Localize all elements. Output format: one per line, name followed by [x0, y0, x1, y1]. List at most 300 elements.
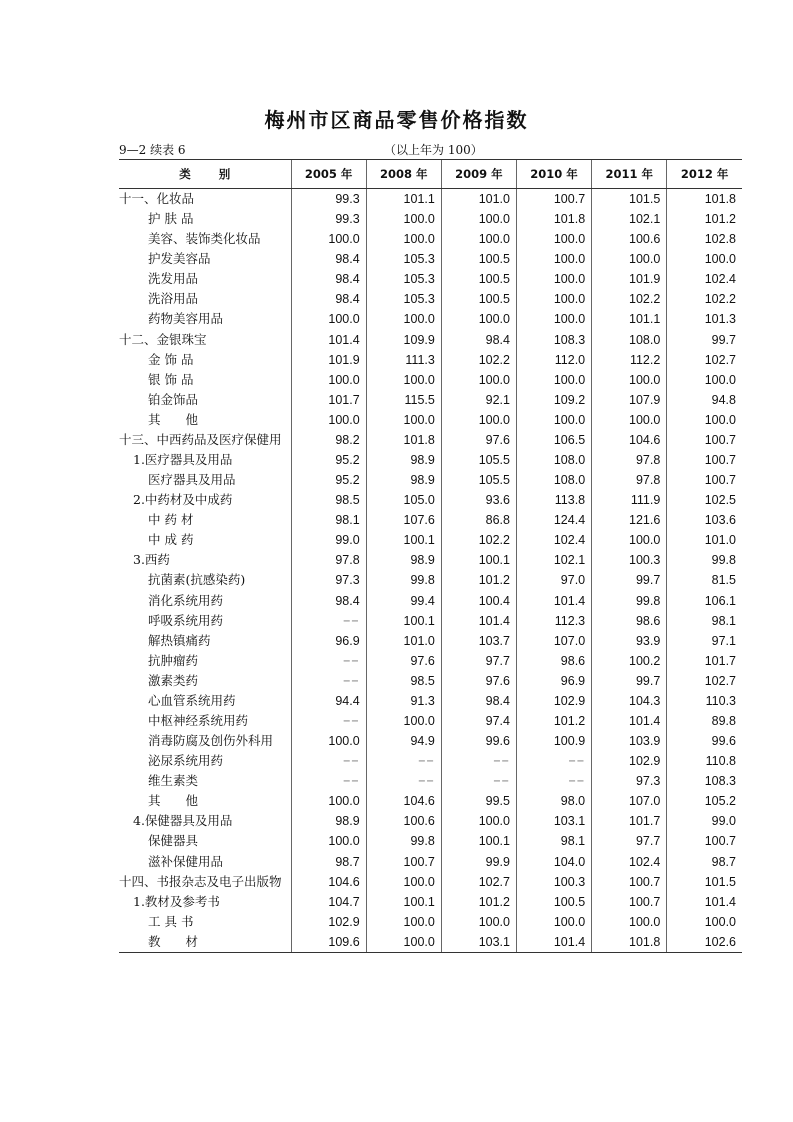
index-value-cell: 94.4 — [291, 691, 366, 711]
index-value-cell: 100.6 — [592, 229, 667, 249]
index-value-cell: 100.0 — [366, 711, 441, 731]
table-row — [119, 530, 742, 550]
index-value-cell: 99.9 — [441, 852, 516, 872]
index-value-cell: 100.0 — [516, 410, 591, 430]
index-value-cell: −− — [291, 771, 366, 791]
index-value-cell: 98.9 — [291, 811, 366, 831]
index-value-cell: 99.8 — [667, 550, 742, 570]
index-value-cell: 100.0 — [291, 309, 366, 329]
index-value-cell: −− — [291, 751, 366, 771]
index-value-cell: 105.3 — [366, 289, 441, 309]
row-category-label: 教 材 — [119, 932, 291, 953]
row-category-label: 十四、书报杂志及电子出版物 — [119, 873, 282, 889]
index-value-cell: 100.0 — [516, 912, 591, 932]
index-value-cell: 100.1 — [441, 831, 516, 851]
row-category-label: 十三、中西药品及医疗保健用 — [119, 431, 282, 447]
table-row — [119, 189, 742, 210]
index-value-cell: 100.0 — [516, 289, 591, 309]
index-value-cell: 94.9 — [366, 731, 441, 751]
index-value-cell: 102.4 — [667, 269, 742, 289]
index-value-cell: 81.5 — [667, 570, 742, 590]
table-body — [119, 189, 742, 953]
row-category-label: 抗肿瘤药 — [148, 652, 199, 668]
index-value-cell: 107.0 — [592, 791, 667, 811]
index-value-cell: 100.0 — [516, 269, 591, 289]
index-value-cell: 101.7 — [667, 651, 742, 671]
table-row — [119, 390, 742, 410]
index-value-cell: −− — [366, 751, 441, 771]
index-value-cell: 99.0 — [291, 530, 366, 550]
index-value-cell: 101.0 — [366, 631, 441, 651]
index-value-cell: 109.6 — [291, 932, 366, 953]
index-value-cell: 101.4 — [592, 711, 667, 731]
row-category-label: 中 药 材 — [148, 512, 194, 528]
index-value-cell: 102.2 — [667, 289, 742, 309]
index-value-cell: 100.3 — [592, 550, 667, 570]
index-value-cell: 98.5 — [291, 490, 366, 510]
table-row — [119, 831, 742, 851]
index-value-cell: 101.4 — [291, 329, 366, 349]
index-value-cell: 98.5 — [366, 671, 441, 691]
index-value-cell: −− — [441, 751, 516, 771]
index-value-cell: 101.7 — [291, 390, 366, 410]
index-value-cell: 99.7 — [592, 570, 667, 590]
table-row — [119, 691, 742, 711]
index-value-cell: 100.0 — [366, 912, 441, 932]
index-value-cell: 104.6 — [291, 872, 366, 892]
row-category-label: 其 他 — [148, 793, 199, 809]
header-year: 2011 年 — [592, 160, 667, 189]
index-value-cell: 98.4 — [441, 329, 516, 349]
index-value-cell: 102.2 — [592, 289, 667, 309]
index-value-cell: 108.0 — [516, 470, 591, 490]
index-value-cell: 100.0 — [291, 229, 366, 249]
table-row — [119, 791, 742, 811]
index-value-cell: 103.1 — [441, 932, 516, 953]
index-value-cell: 100.0 — [366, 309, 441, 329]
index-value-cell: 100.5 — [516, 892, 591, 912]
index-value-cell: 100.0 — [366, 370, 441, 390]
header-year: 2009 年 — [441, 160, 516, 189]
index-value-cell: 96.9 — [291, 631, 366, 651]
index-value-cell: 98.7 — [291, 852, 366, 872]
index-value-cell: 104.0 — [516, 852, 591, 872]
index-value-cell: 102.7 — [441, 872, 516, 892]
row-category-label: 十一、化妆品 — [119, 191, 195, 206]
table-row — [119, 329, 742, 349]
index-value-cell: 100.2 — [592, 651, 667, 671]
index-value-cell: 100.0 — [667, 912, 742, 932]
index-value-cell: 98.4 — [291, 289, 366, 309]
header-year: 2008 年 — [366, 160, 441, 189]
index-value-cell: 98.4 — [441, 691, 516, 711]
row-category-label: 呼吸系统用药 — [148, 612, 224, 628]
table-row — [119, 711, 742, 731]
index-value-cell: 98.9 — [366, 470, 441, 490]
index-value-cell: 111.3 — [366, 350, 441, 370]
index-value-cell: 100.0 — [441, 309, 516, 329]
index-value-cell: 101.0 — [667, 530, 742, 550]
index-value-cell: 105.5 — [441, 450, 516, 470]
index-value-cell: 100.9 — [516, 731, 591, 751]
index-value-cell: 86.8 — [441, 510, 516, 530]
index-value-cell: 98.4 — [291, 590, 366, 610]
index-value-cell: 100.0 — [592, 249, 667, 269]
table-row — [119, 309, 742, 329]
index-value-cell: 97.7 — [592, 831, 667, 851]
index-value-cell: 100.4 — [441, 590, 516, 610]
index-value-cell: 108.0 — [592, 329, 667, 349]
table-code: 9—2 续表 6 — [119, 143, 186, 157]
index-value-cell: 97.6 — [441, 430, 516, 450]
index-value-cell: 100.7 — [516, 189, 591, 210]
table-row — [119, 510, 742, 530]
table-row — [119, 430, 742, 450]
table-row — [119, 751, 742, 771]
index-value-cell: 101.3 — [667, 309, 742, 329]
index-value-cell: 110.8 — [667, 751, 742, 771]
index-value-cell: 98.6 — [592, 611, 667, 631]
table-row — [119, 269, 742, 289]
index-value-cell: 101.2 — [441, 892, 516, 912]
index-value-cell: −− — [516, 771, 591, 791]
index-value-cell: 100.0 — [592, 912, 667, 932]
row-category-label: 激素类药 — [148, 672, 199, 688]
row-category-label: 工 具 书 — [148, 913, 194, 929]
index-value-cell: 94.8 — [667, 390, 742, 410]
row-category-label: 消毒防腐及创伤外科用 — [148, 733, 274, 749]
table-row — [119, 450, 742, 470]
index-value-cell: 102.7 — [667, 671, 742, 691]
index-value-cell: 99.6 — [667, 731, 742, 751]
index-value-cell: 100.6 — [366, 811, 441, 831]
row-category-label: 铂金饰品 — [148, 391, 199, 407]
row-category-label: 解热镇痛药 — [148, 632, 211, 648]
table-header — [119, 160, 742, 189]
index-value-cell: 99.3 — [291, 209, 366, 229]
index-value-cell: 102.9 — [516, 691, 591, 711]
row-category-label: 金 饰 品 — [148, 351, 194, 367]
index-value-cell: 93.9 — [592, 631, 667, 651]
table-row — [119, 731, 742, 751]
index-value-cell: 97.3 — [592, 771, 667, 791]
header-year: 2005 年 — [291, 160, 366, 189]
index-value-cell: 100.0 — [441, 370, 516, 390]
index-value-cell: 99.7 — [667, 329, 742, 349]
index-value-cell: 95.2 — [291, 450, 366, 470]
table-row — [119, 872, 742, 892]
index-value-cell: 106.1 — [667, 590, 742, 610]
index-value-cell: 107.9 — [592, 390, 667, 410]
index-value-cell: 101.4 — [516, 590, 591, 610]
index-value-cell: 96.9 — [516, 671, 591, 691]
index-value-cell: 100.0 — [366, 872, 441, 892]
row-category-label: 洗浴用品 — [148, 291, 199, 307]
table-row — [119, 209, 742, 229]
price-index-table — [119, 159, 742, 953]
row-category-label: 中 成 药 — [148, 532, 194, 548]
index-value-cell: −− — [291, 651, 366, 671]
index-value-cell: 100.7 — [592, 872, 667, 892]
index-value-cell: 100.0 — [441, 229, 516, 249]
index-value-cell: 100.7 — [667, 430, 742, 450]
index-value-cell: 97.8 — [291, 550, 366, 570]
row-category-label: 护发美容品 — [148, 251, 211, 267]
index-value-cell: 108.3 — [667, 771, 742, 791]
table-row — [119, 490, 742, 510]
index-value-cell: 100.7 — [667, 450, 742, 470]
index-value-cell: 98.6 — [516, 651, 591, 671]
index-value-cell: 107.6 — [366, 510, 441, 530]
index-value-cell: 97.8 — [592, 450, 667, 470]
index-value-cell: 100.0 — [516, 370, 591, 390]
row-category-label: 1.教材及参考书 — [133, 893, 220, 909]
index-value-cell: 105.2 — [667, 791, 742, 811]
row-category-label: 洗发用品 — [148, 271, 199, 287]
row-category-label: 银 饰 品 — [148, 371, 194, 387]
index-value-cell: 102.6 — [667, 932, 742, 953]
index-value-cell: 98.4 — [291, 249, 366, 269]
row-category-label: 药物美容用品 — [148, 311, 224, 327]
index-value-cell: −− — [366, 771, 441, 791]
table-row — [119, 892, 742, 912]
index-value-cell: 124.4 — [516, 510, 591, 530]
index-value-cell: 109.9 — [366, 329, 441, 349]
index-value-cell: 105.3 — [366, 269, 441, 289]
row-category-label: 泌尿系统用药 — [148, 753, 224, 769]
index-value-cell: 110.3 — [667, 691, 742, 711]
index-value-cell: 100.7 — [366, 852, 441, 872]
index-value-cell: 100.0 — [667, 410, 742, 430]
index-value-cell: 100.7 — [592, 892, 667, 912]
table-row — [119, 631, 742, 651]
index-value-cell: 105.5 — [441, 470, 516, 490]
index-value-cell: 100.0 — [441, 209, 516, 229]
index-value-cell: 97.6 — [366, 651, 441, 671]
index-value-cell: 100.5 — [441, 289, 516, 309]
index-value-cell: 98.4 — [291, 269, 366, 289]
index-value-cell: 101.8 — [366, 430, 441, 450]
index-value-cell: 98.9 — [366, 550, 441, 570]
index-value-cell: 103.9 — [592, 731, 667, 751]
index-value-cell: 100.7 — [667, 831, 742, 851]
page-title: 梅州市区商品零售价格指数 — [264, 108, 529, 132]
index-value-cell: 95.2 — [291, 470, 366, 490]
index-value-cell: 101.9 — [592, 269, 667, 289]
table-row — [119, 611, 742, 631]
index-value-cell: 100.0 — [441, 410, 516, 430]
index-value-cell: 100.0 — [516, 309, 591, 329]
index-value-cell: 99.8 — [366, 831, 441, 851]
index-value-cell: 113.8 — [516, 490, 591, 510]
index-value-cell: 99.0 — [667, 811, 742, 831]
index-value-cell: 102.4 — [592, 852, 667, 872]
index-value-cell: 103.6 — [667, 510, 742, 530]
index-value-cell: 102.7 — [667, 350, 742, 370]
index-value-cell: 100.0 — [366, 229, 441, 249]
index-value-cell: 112.2 — [592, 350, 667, 370]
index-value-cell: 104.6 — [592, 430, 667, 450]
index-value-cell: 101.0 — [441, 189, 516, 210]
row-category-label: 消化系统用药 — [148, 592, 224, 608]
index-value-cell: 108.0 — [516, 450, 591, 470]
index-value-cell: 121.6 — [592, 510, 667, 530]
row-category-label: 中枢神经系统用药 — [148, 712, 249, 728]
index-value-cell: 99.3 — [291, 189, 366, 210]
index-value-cell: −− — [291, 711, 366, 731]
index-value-cell: 97.0 — [516, 570, 591, 590]
table-row — [119, 852, 742, 872]
index-value-cell: 101.4 — [516, 932, 591, 953]
index-value-cell: 102.8 — [667, 229, 742, 249]
index-value-cell: 115.5 — [366, 390, 441, 410]
index-value-cell: 101.4 — [441, 611, 516, 631]
row-category-label: 维生素类 — [148, 773, 199, 789]
index-value-cell: 100.0 — [291, 731, 366, 751]
row-category-label: 心血管系统用药 — [148, 692, 236, 708]
index-value-cell: 89.8 — [667, 711, 742, 731]
index-value-cell: 101.5 — [667, 872, 742, 892]
index-value-cell: 111.9 — [592, 490, 667, 510]
index-value-cell: 100.1 — [441, 550, 516, 570]
index-value-cell: 100.1 — [366, 611, 441, 631]
index-value-cell: 102.9 — [592, 751, 667, 771]
index-value-cell: 92.1 — [441, 390, 516, 410]
index-value-cell: 112.3 — [516, 611, 591, 631]
index-value-cell: 98.0 — [516, 791, 591, 811]
index-value-cell: 100.0 — [667, 249, 742, 269]
table-row — [119, 289, 742, 309]
index-value-cell: 100.0 — [291, 791, 366, 811]
row-category-label: 4.保健器具及用品 — [133, 813, 233, 829]
index-value-cell: 100.0 — [592, 530, 667, 550]
index-value-cell: 100.1 — [366, 530, 441, 550]
index-value-cell: 100.0 — [366, 209, 441, 229]
index-value-cell: 97.7 — [441, 651, 516, 671]
index-value-cell: 100.0 — [366, 932, 441, 953]
index-value-cell: 101.8 — [516, 209, 591, 229]
index-value-cell: 99.5 — [441, 791, 516, 811]
index-value-cell: 100.0 — [366, 410, 441, 430]
index-value-cell: 100.0 — [516, 229, 591, 249]
index-value-cell: 102.1 — [516, 550, 591, 570]
table-row — [119, 651, 742, 671]
index-value-cell: 100.0 — [441, 811, 516, 831]
table-row — [119, 912, 742, 932]
table-subheader — [119, 139, 742, 157]
row-category-label: 美容、装饰类化妆品 — [148, 231, 261, 247]
index-value-cell: 100.0 — [516, 249, 591, 269]
index-value-cell: 102.9 — [291, 912, 366, 932]
row-category-label: 护 肤 品 — [148, 211, 194, 227]
index-value-cell: 91.3 — [366, 691, 441, 711]
index-value-cell: 103.7 — [441, 631, 516, 651]
index-value-cell: −− — [291, 611, 366, 631]
index-value-cell: −− — [291, 671, 366, 691]
index-value-cell: 104.7 — [291, 892, 366, 912]
index-value-cell: 101.1 — [592, 309, 667, 329]
index-value-cell: 99.6 — [441, 731, 516, 751]
index-value-cell: 101.7 — [592, 811, 667, 831]
row-category-label: 滋补保健用品 — [148, 853, 224, 869]
index-value-cell: 100.0 — [291, 410, 366, 430]
index-value-cell: 98.1 — [516, 831, 591, 851]
index-value-cell: −− — [516, 751, 591, 771]
index-value-cell: 99.8 — [366, 570, 441, 590]
index-value-cell: 107.0 — [516, 631, 591, 651]
index-value-cell: 102.2 — [441, 350, 516, 370]
index-value-cell: 105.3 — [366, 249, 441, 269]
index-value-cell: 102.4 — [516, 530, 591, 550]
table-row — [119, 249, 742, 269]
table-row — [119, 229, 742, 249]
index-value-cell: 100.0 — [291, 370, 366, 390]
index-value-cell: 97.1 — [667, 631, 742, 651]
table-row — [119, 811, 742, 831]
header-category: 类别 — [119, 160, 291, 189]
index-value-cell: 101.2 — [516, 711, 591, 731]
index-value-cell: 100.1 — [366, 892, 441, 912]
index-value-cell: 109.2 — [516, 390, 591, 410]
index-value-cell: 101.2 — [667, 209, 742, 229]
table-row — [119, 410, 742, 430]
table-row — [119, 671, 742, 691]
row-category-label: 十二、金银珠宝 — [119, 331, 207, 347]
index-value-cell: 97.4 — [441, 711, 516, 731]
index-value-cell: 97.8 — [592, 470, 667, 490]
index-value-cell: 102.5 — [667, 490, 742, 510]
index-value-cell: 100.0 — [441, 912, 516, 932]
row-category-label: 3.西药 — [133, 552, 170, 568]
table-row — [119, 932, 742, 953]
header-year: 2010 年 — [516, 160, 591, 189]
table-row — [119, 350, 742, 370]
index-value-cell: 101.8 — [667, 189, 742, 210]
index-value-cell: 99.7 — [592, 671, 667, 691]
index-value-cell: 101.5 — [592, 189, 667, 210]
index-value-cell: 104.3 — [592, 691, 667, 711]
index-value-cell: 101.2 — [441, 570, 516, 590]
table-row — [119, 771, 742, 791]
index-value-cell: 104.6 — [366, 791, 441, 811]
header-year: 2012 年 — [667, 160, 742, 189]
index-value-cell: 100.0 — [592, 410, 667, 430]
index-value-cell: 98.7 — [667, 852, 742, 872]
index-value-cell: 106.5 — [516, 430, 591, 450]
row-category-label: 1.医疗器具及用品 — [133, 451, 233, 467]
row-category-label: 抗菌素(抗感染药) — [148, 572, 246, 588]
table-row — [119, 590, 742, 610]
index-value-cell: 101.8 — [592, 932, 667, 953]
index-value-cell: 100.5 — [441, 269, 516, 289]
index-value-cell: 98.2 — [291, 430, 366, 450]
index-value-cell: 108.3 — [516, 329, 591, 349]
index-value-cell: 97.3 — [291, 570, 366, 590]
index-value-cell: 102.1 — [592, 209, 667, 229]
table-row — [119, 570, 742, 590]
header-row — [119, 160, 742, 189]
index-value-cell: 101.4 — [667, 892, 742, 912]
index-value-cell: 99.8 — [592, 590, 667, 610]
index-value-cell: 100.0 — [291, 831, 366, 851]
row-category-label: 保健器具 — [148, 833, 199, 849]
table-row — [119, 470, 742, 490]
index-value-cell: 102.2 — [441, 530, 516, 550]
index-value-cell: 105.0 — [366, 490, 441, 510]
index-value-cell: 100.7 — [667, 470, 742, 490]
row-category-label: 医疗器具及用品 — [148, 472, 236, 488]
index-value-cell: 103.1 — [516, 811, 591, 831]
